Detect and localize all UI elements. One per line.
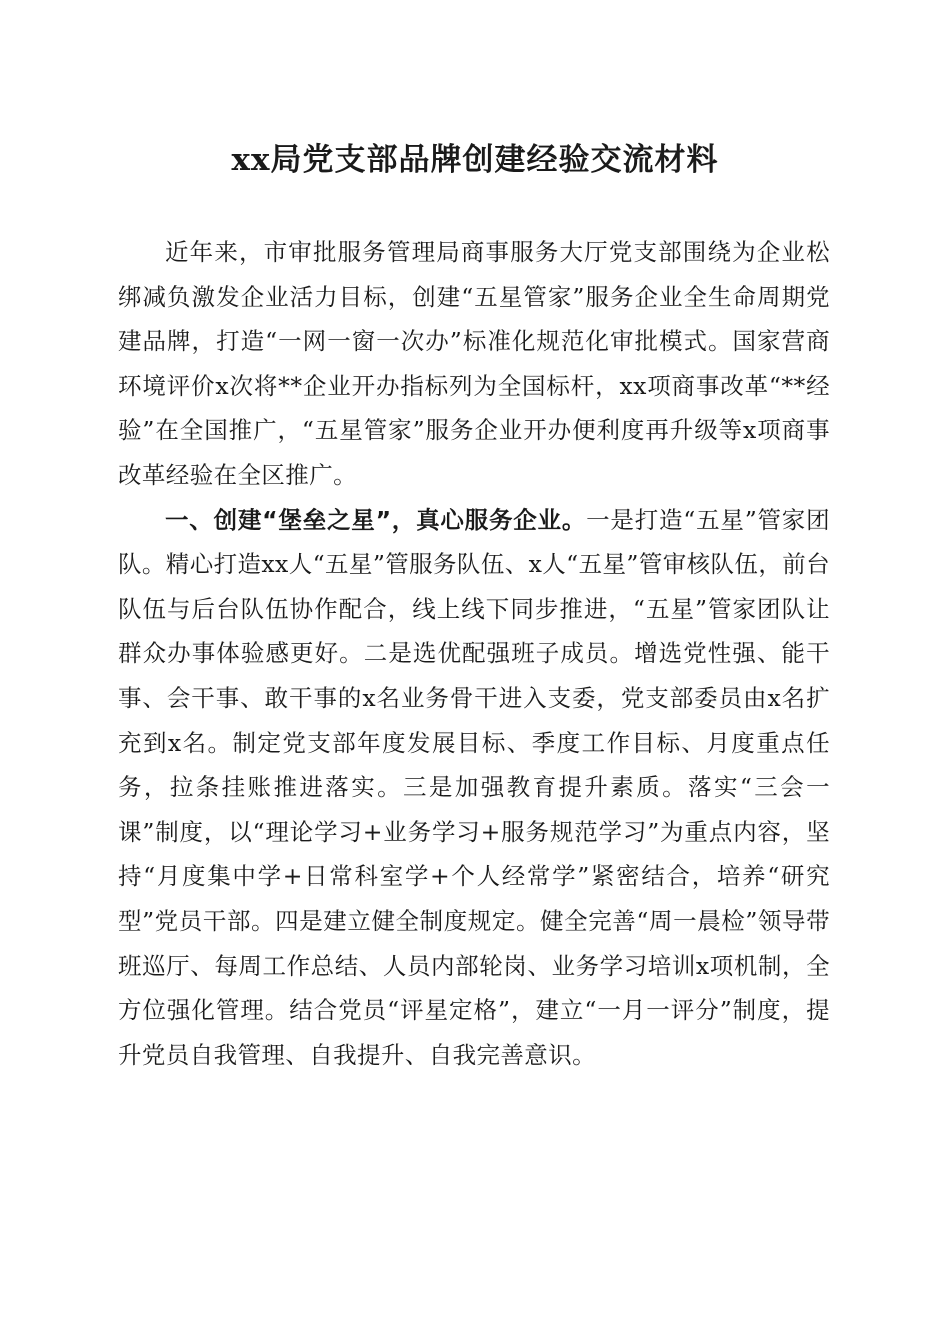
section-1-heading: 一、创建“堡垒之星”，真心服务企业。 xyxy=(165,505,587,534)
section-1-body: 一是打造“五星”管家团队。精心打造xx人“五星”管服务队伍、x人“五星”管审核队伍，前台队伍与后台队伍协作配合，线上线下同步推进，“五星”管家团队让群众办事体验感更好。二是选优配强班子成员。增选党性强、能干事、会干事、敢干事的x名业务骨干进入支委，党支部委员由x名扩充到x名。制定党支部年度发展目标、季度工作目标、月度重点任务，拉条挂账推进落实。三是加强教育提升素质。落实“三会一课”制度，以“理论学习+业务学习+服务规范学习”为重点内容，坚持“月度集中学+日常科室学+个人经常学”紧密结合，培养“研究型”党员干部。四是建立健全制度规定。健全完善“周一晨检”领导带班巡厅、每周工作总结、人员内部轮岗、业务学习培训x项机制，全方位强化管理。结合党员“评星定格”，建立“一月一评分”制度，提升党员自我管理、自我提升、自我完善意识。 xyxy=(118,505,831,1069)
intro-paragraph: 近年来，市审批服务管理局商事服务大厅党支部围绕为企业松绑减负激发企业活力目标，创建“五星管家”服务企业全生命周期党建品牌，打造“一网一窗一次办”标准化规范化审批模式。国家营商环境评价x次将**企业开办指标列为全国标杆，xx项商事改革“**经验”在全国推广，“五星管家”服务企业开办便利度再升级等x项商事改革经验在全区推广。 xyxy=(118,238,830,489)
document-title: xx局党支部品牌创建经验交流材料 xyxy=(231,142,719,178)
document-body xyxy=(118,230,830,1077)
section-1-paragraph xyxy=(118,498,830,1078)
